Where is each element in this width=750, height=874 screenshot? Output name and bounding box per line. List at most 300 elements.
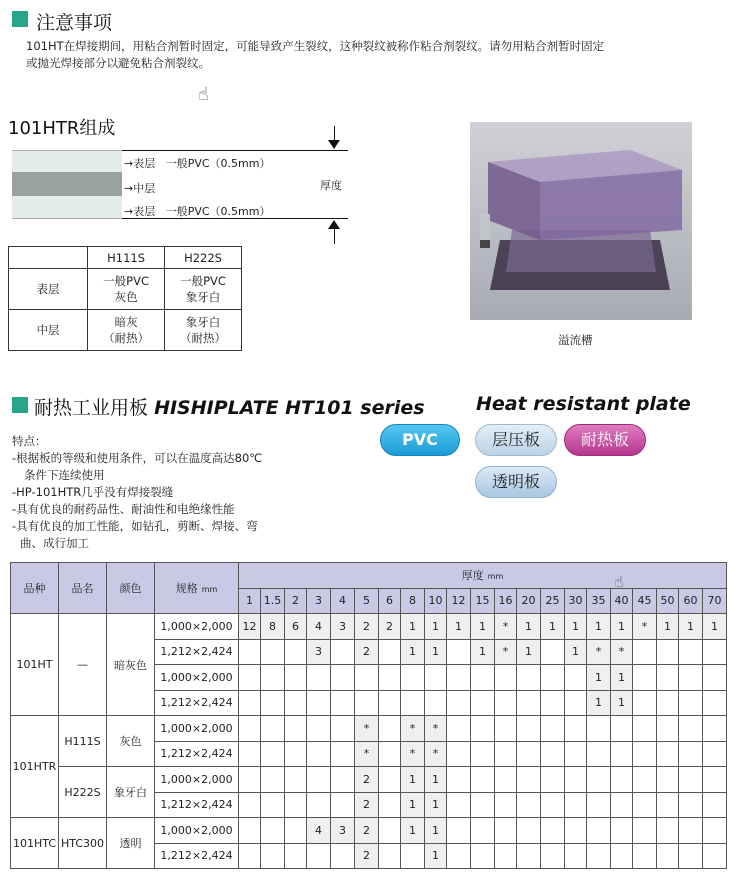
feature-line: 特点： (12, 434, 47, 448)
quantity-cell: 1 (401, 614, 425, 640)
quantity-cell (239, 716, 261, 742)
feature-line: 条件下连续使用 (24, 468, 105, 482)
quantity-cell (541, 792, 565, 818)
quantity-cell: 4 (307, 818, 331, 844)
quantity-cell (425, 690, 447, 716)
quantity-cell (657, 690, 679, 716)
quantity-cell (541, 767, 565, 793)
quantity-cell (447, 741, 471, 767)
series-title: 耐热工业用板 HISHIPLATE HT101 series (34, 397, 425, 419)
size-cell: 1,000×2,000 (155, 716, 239, 742)
quantity-cell (285, 690, 307, 716)
quantity-cell (703, 767, 727, 793)
quantity-cell: 1 (471, 639, 495, 665)
quantity-cell (239, 741, 261, 767)
quantity-cell: * (587, 639, 611, 665)
quantity-cell (447, 843, 471, 869)
quantity-cell (379, 716, 401, 742)
features-list (12, 433, 262, 552)
color-header: 颜色 (107, 563, 155, 614)
quantity-cell (379, 690, 401, 716)
size-header: 规格 mm (155, 563, 239, 614)
thickness-value: 8 (401, 588, 425, 614)
quantity-cell (565, 767, 587, 793)
quantity-cell: 1 (425, 639, 447, 665)
quantity-cell (703, 665, 727, 691)
quantity-cell: 1 (401, 767, 425, 793)
layer-table (8, 246, 242, 351)
quantity-cell (495, 741, 517, 767)
dimension-line (122, 150, 348, 151)
quantity-cell: 1 (679, 614, 703, 640)
quantity-cell: * (355, 716, 379, 742)
quantity-cell (285, 741, 307, 767)
quantity-cell (657, 639, 679, 665)
composition-title: 101HTR组成 (8, 118, 116, 139)
quantity-cell (679, 792, 703, 818)
quantity-cell (517, 741, 541, 767)
quantity-cell (541, 639, 565, 665)
quantity-cell (703, 741, 727, 767)
quantity-cell (261, 639, 285, 665)
thickness-value: 2 (285, 588, 307, 614)
quantity-cell (401, 665, 425, 691)
quantity-cell (587, 741, 611, 767)
quantity-cell: 3 (331, 818, 355, 844)
quantity-cell (657, 818, 679, 844)
quantity-cell: 1 (611, 690, 633, 716)
quantity-cell (565, 792, 587, 818)
quantity-cell (495, 792, 517, 818)
quantity-cell (447, 716, 471, 742)
quantity-cell (261, 665, 285, 691)
quantity-cell (565, 843, 587, 869)
size-cell: 1,000×2,000 (155, 614, 239, 640)
quantity-cell: 2 (355, 767, 379, 793)
quantity-cell: 1 (517, 614, 541, 640)
section-marker (12, 11, 28, 27)
quantity-cell (331, 741, 355, 767)
quantity-cell: 1 (541, 614, 565, 640)
quantity-cell (679, 639, 703, 665)
quantity-cell: 1 (657, 614, 679, 640)
quantity-cell (285, 639, 307, 665)
quantity-cell (565, 716, 587, 742)
product-name-cell: — (59, 614, 107, 716)
quantity-cell: 2 (355, 792, 379, 818)
quantity-cell (517, 665, 541, 691)
quantity-cell (587, 818, 611, 844)
quantity-cell (633, 639, 657, 665)
quantity-cell (565, 818, 587, 844)
thickness-value: 35 (587, 588, 611, 614)
quantity-cell: 12 (239, 614, 261, 640)
quantity-cell (611, 818, 633, 844)
quantity-cell (517, 716, 541, 742)
table-row (11, 614, 727, 640)
quantity-cell (611, 741, 633, 767)
quantity-cell (703, 690, 727, 716)
layer-label: →表层 一般PVC（0.5mm） (124, 157, 271, 170)
kind-cell: 101HTR (11, 716, 59, 818)
quantity-cell (565, 665, 587, 691)
quantity-cell (495, 843, 517, 869)
quantity-cell (471, 818, 495, 844)
quantity-cell: 1 (401, 818, 425, 844)
table-cell: 一般PVC 象牙白 (165, 269, 242, 310)
feature-line: -根据板的等级和使用条件，可以在温度高达80℃ (12, 451, 263, 465)
quantity-cell (657, 716, 679, 742)
table-corner (9, 247, 88, 269)
quantity-cell: * (495, 614, 517, 640)
quantity-cell (447, 665, 471, 691)
thickness-value: 3 (307, 588, 331, 614)
dimension-line (122, 218, 348, 219)
thickness-value: 30 (565, 588, 587, 614)
quantity-cell (401, 843, 425, 869)
quantity-cell (307, 843, 331, 869)
quantity-cell (495, 665, 517, 691)
quantity-cell (285, 665, 307, 691)
quantity-cell (447, 818, 471, 844)
quantity-cell: 8 (261, 614, 285, 640)
feature-line: -具有优良的加工性能，如钻孔，剪断、焊接、弯 (12, 519, 258, 533)
quantity-cell (587, 843, 611, 869)
quantity-cell (355, 665, 379, 691)
name-header: 品名 (59, 563, 107, 614)
quantity-cell (239, 818, 261, 844)
product-name-cell: H111S (59, 716, 107, 767)
quantity-cell (657, 741, 679, 767)
thickness-value: 16 (495, 588, 517, 614)
quantity-cell (517, 690, 541, 716)
quantity-cell: 1 (565, 639, 587, 665)
quantity-cell (331, 665, 355, 691)
quantity-cell (307, 741, 331, 767)
quantity-cell: * (495, 639, 517, 665)
color-cell: 象牙白 (107, 767, 155, 818)
quantity-cell: * (425, 716, 447, 742)
table-row (11, 767, 727, 793)
color-cell: 暗灰色 (107, 614, 155, 716)
arrow-down-icon (328, 140, 340, 149)
thickness-value: 10 (425, 588, 447, 614)
quantity-cell: 2 (379, 614, 401, 640)
quantity-cell (379, 843, 401, 869)
overflow-tank-photo (470, 122, 692, 320)
size-cell: 1,000×2,000 (155, 767, 239, 793)
quantity-cell (471, 792, 495, 818)
transparent-tag: 透明板 (475, 466, 557, 498)
quantity-cell (379, 818, 401, 844)
quantity-cell (679, 690, 703, 716)
product-name-cell: H222S (59, 767, 107, 818)
quantity-cell (517, 818, 541, 844)
section-marker (12, 397, 28, 413)
kind-header: 品种 (11, 563, 59, 614)
quantity-cell (517, 792, 541, 818)
quantity-cell (633, 818, 657, 844)
quantity-cell (307, 767, 331, 793)
quantity-cell (495, 767, 517, 793)
quantity-cell (495, 818, 517, 844)
quantity-cell (611, 716, 633, 742)
quantity-cell (285, 843, 307, 869)
quantity-cell: * (401, 741, 425, 767)
layer-label: →中层 (124, 182, 156, 195)
quantity-cell: 2 (355, 843, 379, 869)
feature-line: 曲、成行加工 (20, 536, 89, 550)
product-name-cell: HTC300 (59, 818, 107, 869)
quantity-cell: 1 (401, 792, 425, 818)
quantity-cell (471, 665, 495, 691)
quantity-cell (331, 767, 355, 793)
quantity-cell: 1 (425, 614, 447, 640)
quantity-cell (495, 716, 517, 742)
size-cell: 1,000×2,000 (155, 665, 239, 691)
quantity-cell: 1 (587, 690, 611, 716)
quantity-cell (261, 818, 285, 844)
quantity-cell: 2 (355, 614, 379, 640)
quantity-cell: 1 (703, 614, 727, 640)
quantity-cell (633, 843, 657, 869)
quantity-cell (331, 690, 355, 716)
quantity-cell: 3 (331, 614, 355, 640)
quantity-cell (679, 665, 703, 691)
outer-layer-strip (12, 196, 122, 219)
heat-resistant-tag: 耐热板 (564, 424, 646, 456)
quantity-cell: 1 (565, 614, 587, 640)
quantity-cell: 2 (355, 639, 379, 665)
quantity-cell (633, 741, 657, 767)
quantity-cell (447, 639, 471, 665)
table-row (11, 818, 727, 844)
series-title-en: Heat resistant plate (476, 393, 691, 415)
quantity-cell: * (355, 741, 379, 767)
quantity-cell (471, 767, 495, 793)
hand-cursor-icon: ☝ (614, 572, 624, 591)
quantity-cell (447, 792, 471, 818)
quantity-cell (471, 716, 495, 742)
quantity-cell (261, 741, 285, 767)
quantity-cell (261, 843, 285, 869)
middle-layer-strip (12, 172, 122, 196)
quantity-cell (331, 843, 355, 869)
quantity-cell (657, 843, 679, 869)
quantity-cell: 6 (285, 614, 307, 640)
quantity-cell: 1 (471, 614, 495, 640)
quantity-cell: 1 (517, 639, 541, 665)
quantity-cell: * (401, 716, 425, 742)
quantity-cell (471, 690, 495, 716)
spec-table (10, 562, 727, 869)
quantity-cell (633, 665, 657, 691)
quantity-cell (379, 665, 401, 691)
quantity-cell (657, 665, 679, 691)
quantity-cell (307, 690, 331, 716)
thickness-value: 4 (331, 588, 355, 614)
quantity-cell (679, 716, 703, 742)
quantity-cell (541, 843, 565, 869)
quantity-cell (401, 690, 425, 716)
thickness-value: 6 (379, 588, 401, 614)
quantity-cell (379, 767, 401, 793)
quantity-cell (703, 818, 727, 844)
quantity-cell: 1 (587, 614, 611, 640)
quantity-cell: 3 (307, 639, 331, 665)
quantity-cell (611, 767, 633, 793)
quantity-cell (611, 792, 633, 818)
quantity-cell (285, 716, 307, 742)
quantity-cell (239, 767, 261, 793)
quantity-cell (261, 690, 285, 716)
tank-illustration (470, 122, 692, 320)
quantity-cell (379, 741, 401, 767)
quantity-cell (285, 818, 307, 844)
quantity-cell (565, 690, 587, 716)
table-row (11, 716, 727, 742)
thickness-value: 5 (355, 588, 379, 614)
quantity-cell (447, 767, 471, 793)
quantity-cell (285, 792, 307, 818)
quantity-cell: 1 (425, 843, 447, 869)
quantity-cell (565, 741, 587, 767)
quantity-cell (541, 665, 565, 691)
quantity-cell (379, 792, 401, 818)
kind-cell: 101HT (11, 614, 59, 716)
quantity-cell (633, 690, 657, 716)
size-cell: 1,212×2,424 (155, 792, 239, 818)
quantity-cell: 1 (425, 818, 447, 844)
quantity-cell (471, 741, 495, 767)
quantity-cell: 1 (611, 665, 633, 691)
quantity-cell (657, 767, 679, 793)
quantity-cell (239, 843, 261, 869)
size-cell: 1,212×2,424 (155, 741, 239, 767)
quantity-cell (425, 665, 447, 691)
thickness-value: 1 (239, 588, 261, 614)
notice-title: 注意事项 (36, 12, 113, 34)
thickness-value: 70 (703, 588, 727, 614)
feature-line: -HP-101HTR几乎没有焊接裂缝 (12, 485, 174, 499)
quantity-cell: 1 (425, 792, 447, 818)
quantity-cell (261, 716, 285, 742)
size-cell: 1,212×2,424 (155, 639, 239, 665)
outer-layer-strip (12, 150, 122, 173)
quantity-cell (285, 767, 307, 793)
quantity-cell (587, 716, 611, 742)
quantity-cell: 4 (307, 614, 331, 640)
quantity-cell (679, 767, 703, 793)
hand-cursor-icon: ☝ (198, 84, 209, 105)
quantity-cell (261, 792, 285, 818)
quantity-cell (703, 843, 727, 869)
quantity-cell (517, 843, 541, 869)
quantity-cell (239, 639, 261, 665)
quantity-cell (379, 639, 401, 665)
quantity-cell (679, 843, 703, 869)
quantity-cell (657, 792, 679, 818)
layer-label: →表层 一般PVC（0.5mm） (124, 205, 271, 218)
quantity-cell: * (633, 614, 657, 640)
quantity-cell (471, 843, 495, 869)
notice-line: 101HT在焊接期间，用粘合剂暂时固定，可能导致产生裂纹，这种裂纹被称作粘合剂裂纹。请勿用粘合剂暂时固定 (26, 39, 605, 53)
quantity-cell: * (425, 741, 447, 767)
notice-text (26, 38, 604, 72)
quantity-cell (331, 716, 355, 742)
arrow-up-icon (328, 220, 340, 229)
quantity-cell (307, 716, 331, 742)
thickness-value: 25 (541, 588, 565, 614)
quantity-cell (541, 690, 565, 716)
quantity-cell (633, 792, 657, 818)
quantity-cell: * (611, 639, 633, 665)
quantity-cell: 1 (447, 614, 471, 640)
notice-line: 或抛光焊接部分以避免粘合剂裂纹。 (26, 56, 210, 70)
thickness-value: 1.5 (261, 588, 285, 614)
column-header: H111S (88, 247, 165, 269)
size-cell: 1,212×2,424 (155, 690, 239, 716)
quantity-cell (611, 843, 633, 869)
size-cell: 1,212×2,424 (155, 843, 239, 869)
column-header: H222S (165, 247, 242, 269)
quantity-cell (679, 818, 703, 844)
quantity-cell: 2 (355, 818, 379, 844)
quantity-cell (633, 767, 657, 793)
quantity-cell (703, 792, 727, 818)
feature-line: -具有优良的耐药品性、耐油性和电绝缘性能 (12, 502, 235, 516)
quantity-cell (239, 792, 261, 818)
quantity-cell (495, 690, 517, 716)
size-cell: 1,000×2,000 (155, 818, 239, 844)
quantity-cell (541, 716, 565, 742)
quantity-cell (355, 690, 379, 716)
quantity-cell (587, 767, 611, 793)
thickness-value: 40 (611, 588, 633, 614)
quantity-cell (239, 690, 261, 716)
color-cell: 透明 (107, 818, 155, 869)
quantity-cell: 1 (611, 614, 633, 640)
quantity-cell (703, 716, 727, 742)
quantity-cell (517, 767, 541, 793)
pvc-tag: PVC (380, 424, 460, 456)
table-cell: 一般PVC 灰色 (88, 269, 165, 310)
quantity-cell: 1 (587, 665, 611, 691)
quantity-cell (447, 690, 471, 716)
thickness-header: 厚度 mm (239, 563, 727, 589)
quantity-cell (679, 741, 703, 767)
quantity-cell (541, 741, 565, 767)
quantity-cell: 1 (401, 639, 425, 665)
thickness-value: 60 (679, 588, 703, 614)
thickness-value: 45 (633, 588, 657, 614)
quantity-cell (703, 639, 727, 665)
quantity-cell (307, 792, 331, 818)
thickness-value: 20 (517, 588, 541, 614)
thickness-value: 50 (657, 588, 679, 614)
thickness-value: 15 (471, 588, 495, 614)
photo-caption: 溢流槽 (558, 333, 593, 347)
quantity-cell (331, 639, 355, 665)
laminate-tag: 层压板 (475, 424, 557, 456)
quantity-cell (331, 792, 355, 818)
row-header: 中层 (9, 310, 88, 351)
quantity-cell (307, 665, 331, 691)
quantity-cell (633, 716, 657, 742)
quantity-cell (239, 665, 261, 691)
table-cell: 暗灰 （耐热） (88, 310, 165, 351)
thickness-value: 12 (447, 588, 471, 614)
